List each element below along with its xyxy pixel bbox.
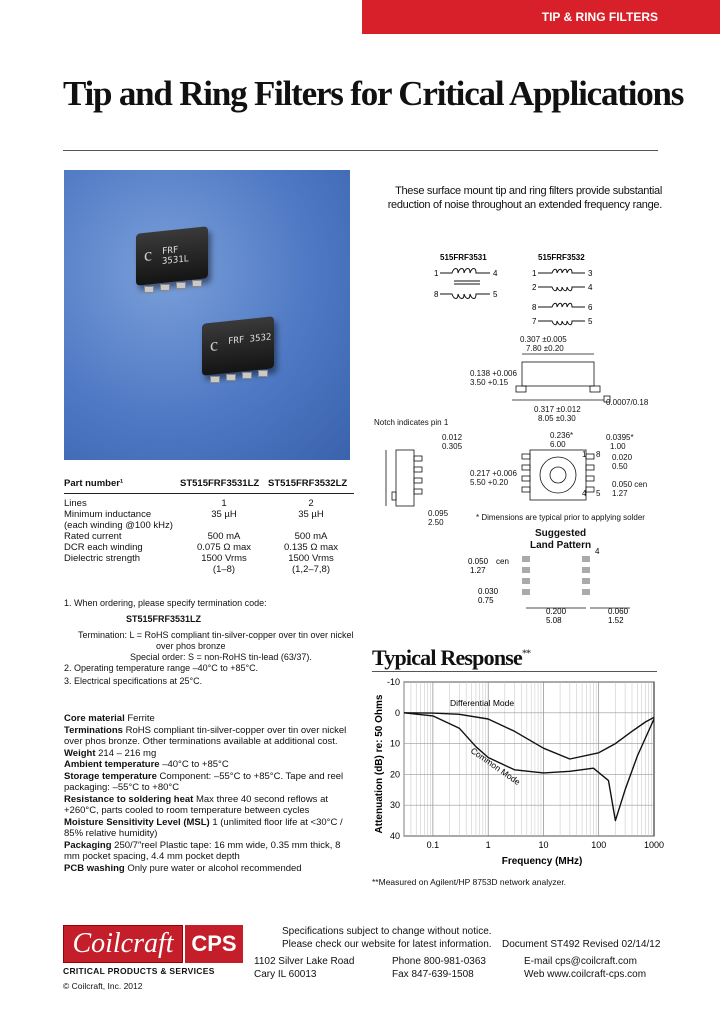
chip-3531: [136, 226, 208, 286]
table-row: Rated current 500 mA 500 mA: [64, 531, 328, 542]
svg-text:0.095: 0.095: [428, 509, 449, 518]
chart-note: **Measured on Agilent/HP 8753D network analyzer.: [372, 877, 567, 887]
svg-text:0.217 +0.006: 0.217 +0.006: [470, 469, 517, 478]
svg-text:0.138 +0.006: 0.138 +0.006: [470, 369, 517, 378]
svg-text:0.060: 0.060: [608, 607, 629, 616]
table-row: Lines 1 2: [64, 498, 314, 509]
series-label-differential: Differential Mode: [450, 698, 515, 708]
title-rule: [63, 150, 658, 151]
svg-text:6.00: 6.00: [550, 440, 566, 449]
svg-text:5.50 +0.20: 5.50 +0.20: [470, 478, 509, 487]
coilcraft-c-icon: c: [144, 244, 152, 265]
col-header-3532: ST515FRF3532LZ: [268, 478, 348, 489]
plot-frame: [404, 682, 654, 836]
coil-icon: [538, 269, 585, 325]
svg-text:Notch indicates pin 1: Notch indicates pin 1: [374, 418, 449, 427]
copyright: © Coilcraft, Inc. 2012: [63, 981, 143, 991]
x-tick-label: 100: [591, 840, 607, 850]
material-row: Moisture Sensitivity Level (MSL) 1 (unlimited floor life at <30°C / 85% relative humidity): [64, 816, 343, 839]
svg-text:0.020: 0.020: [612, 453, 633, 462]
svg-text:8: 8: [596, 450, 601, 459]
x-axis-label: Frequency (MHz): [501, 856, 583, 867]
footnote-2: 2. Operating temperature range –40°C to +85°C.: [64, 663, 259, 673]
svg-text:0.307 ±0.005: 0.307 ±0.005: [520, 335, 567, 344]
address-line-1: 1102 Silver Lake Road: [254, 956, 355, 967]
material-row: Resistance to soldering heat Max three 40 second reflows at +260°C, parts cooled to room temperature between cycles: [64, 793, 328, 816]
svg-text:0.050: 0.050: [468, 557, 489, 566]
table-row: DCR each winding 0.075 Ω max 0.135 Ω max: [64, 542, 339, 553]
series-common-line: [404, 713, 654, 821]
svg-text:1: 1: [532, 269, 537, 278]
svg-text:8: 8: [434, 290, 439, 299]
svg-text:0.012: 0.012: [442, 433, 463, 442]
web-link[interactable]: Web www.coilcraft-cps.com: [524, 969, 647, 980]
svg-text:8.05 ±0.30: 8.05 ±0.30: [538, 414, 576, 423]
chip-3532: [202, 316, 274, 376]
material-row: PCB washing Only pure water or alcohol recommended: [64, 862, 302, 874]
svg-text:4: 4: [595, 547, 600, 556]
footnote-1: 1. When ordering, please specify termination code:: [64, 598, 267, 608]
cps-logo: CPS: [185, 925, 243, 963]
material-row: Weight 214 – 216 mg: [64, 747, 157, 759]
coilcraft-c-icon: c: [210, 334, 218, 355]
svg-text:0.305: 0.305: [442, 442, 463, 451]
coil-icon: [440, 269, 490, 299]
intro-text: These surface mount tip and ring filters provide substantial reduction of noise throughout an extended frequency range.: [387, 185, 662, 211]
svg-text:0.317 ±0.012: 0.317 ±0.012: [534, 405, 581, 414]
product-photo: [64, 170, 350, 460]
dims-note: * Dimensions are typical prior to applying solder: [476, 513, 645, 522]
svg-text:5: 5: [596, 489, 601, 498]
svg-text:3: 3: [588, 269, 593, 278]
y-tick-label: 30: [389, 800, 400, 811]
svg-text:8: 8: [532, 303, 537, 312]
y-tick-label: 40: [389, 831, 400, 841]
svg-text:1.52: 1.52: [608, 616, 624, 625]
spec-table: [64, 478, 354, 575]
material-row: Packaging 250/7″reel Plastic tape: 16 mm wide, 0.35 mm thick, 8 mm pocket spacing, 4.4 mm pocket depth: [64, 839, 341, 862]
schematic-right-title: 515FRF3532: [538, 253, 585, 262]
svg-text:5.08: 5.08: [546, 616, 562, 625]
dimension-drawing: [370, 332, 662, 532]
x-tick-label: 1: [485, 840, 491, 850]
table-row: Minimum inductance (each winding @100 kHz) 35 µH 35 µH: [64, 509, 324, 531]
table-row: Dielectric strength 1500 Vrms (1–8) 1500 Vrms (1,2–7,8): [64, 553, 334, 575]
svg-text:1.00: 1.00: [610, 442, 626, 451]
col-header-part: Part number¹: [64, 478, 124, 489]
y-tick-label: -10: [386, 677, 400, 687]
typical-response-title: Typical Response**: [372, 645, 531, 670]
chip-3531-label: FRF 3531L: [162, 245, 190, 268]
material-row: Terminations RoHS compliant tin-silver-copper over tin over nickel over phos bronze. Other terminations available at additional cost.: [64, 724, 347, 747]
svg-text:0.200: 0.200: [546, 607, 567, 616]
materials-block: [64, 713, 354, 874]
tagline: CRITICAL PRODUCTS & SERVICES: [63, 966, 215, 976]
svg-text:6: 6: [588, 303, 593, 312]
material-row: Ambient temperature –40°C to +85°C: [64, 759, 229, 770]
schematic-diagrams: [420, 248, 610, 328]
svg-text:4: 4: [493, 269, 498, 278]
y-tick-label: 10: [389, 738, 400, 749]
land-pattern-diagram: [450, 547, 660, 628]
y-tick-label: 0: [394, 707, 400, 718]
svg-text:5: 5: [588, 317, 593, 326]
land-pattern-title: [530, 528, 591, 552]
response-chart: [370, 676, 665, 876]
x-tick-label: 10: [538, 840, 549, 850]
svg-text:4: 4: [588, 283, 593, 292]
svg-text:1: 1: [434, 269, 439, 278]
schematic-left-title: 515FRF3531: [440, 253, 487, 262]
x-tick-label: 0.1: [426, 840, 440, 850]
y-axis-label: Attenuation (dB) re: 50 Ohms: [374, 694, 385, 834]
svg-text:4: 4: [582, 489, 587, 498]
svg-text:7.80 ±0.20: 7.80 ±0.20: [526, 344, 564, 353]
footnote-3: 3. Electrical specifications at 25°C.: [64, 676, 203, 686]
svg-text:0.236*: 0.236*: [550, 431, 574, 440]
email-link[interactable]: E-mail cps@coilcraft.com: [524, 956, 637, 967]
svg-text:0.030: 0.030: [478, 587, 499, 596]
svg-text:1.27: 1.27: [612, 489, 628, 498]
svg-text:2: 2: [532, 283, 537, 292]
svg-text:1.27: 1.27: [470, 566, 486, 575]
svg-text:cen: cen: [496, 557, 509, 566]
svg-text:3.50 +0.15: 3.50 +0.15: [470, 378, 509, 387]
spec-notice-1: Specifications subject to change without notice.: [282, 926, 492, 937]
typical-rule: [372, 671, 657, 672]
svg-text:0.75: 0.75: [478, 596, 494, 605]
svg-text:0.050 cen: 0.050 cen: [612, 480, 648, 489]
y-tick-label: 20: [389, 769, 400, 780]
series-label-common: Common Mode: [468, 745, 523, 787]
svg-text:2.50: 2.50: [428, 518, 444, 527]
x-tick-label: 1000: [643, 840, 665, 850]
coilcraft-logo: Coilcraft: [63, 925, 183, 963]
footnote-example: ST515FRF3531LZ: [126, 614, 202, 624]
material-row: Core material Ferrite: [64, 713, 155, 724]
svg-text:5: 5: [493, 290, 498, 299]
address-line-2: Cary IL 60013: [254, 969, 317, 980]
page-title: Tip and Ring Filters for Critical Applications: [63, 74, 684, 113]
svg-text:0.0007/0.18: 0.0007/0.18: [606, 398, 649, 407]
col-header-3531: ST515FRF3531LZ: [180, 478, 260, 489]
phone: Phone 800-981-0363: [392, 956, 486, 967]
section-tab: TIP & RING FILTERS: [362, 0, 720, 34]
svg-text:0.0395*: 0.0395*: [606, 433, 634, 442]
chip-3532-label: FRF 3532: [228, 332, 272, 348]
fax: Fax 847-639-1508: [392, 969, 474, 980]
svg-text:7: 7: [532, 317, 537, 326]
svg-text:1: 1: [582, 450, 587, 459]
footnote-termination: Termination: L = RoHS compliant tin-silver-copper over tin over nickel over phos bronze Special order: S = non-RoHS tin-lead (63/37).: [78, 630, 354, 662]
document-revision: Document ST492 Revised 02/14/12: [502, 939, 661, 950]
land-title-2: Land Pattern: [530, 540, 592, 551]
material-row: Storage temperature Component: –55°C to +85°C. Tape and reel packaging: –55°C to +80°C: [64, 770, 344, 793]
spec-notice-2: Please check our website for latest information.: [282, 939, 492, 950]
svg-text:0.50: 0.50: [612, 462, 628, 471]
land-title-1: Suggested: [535, 528, 587, 539]
